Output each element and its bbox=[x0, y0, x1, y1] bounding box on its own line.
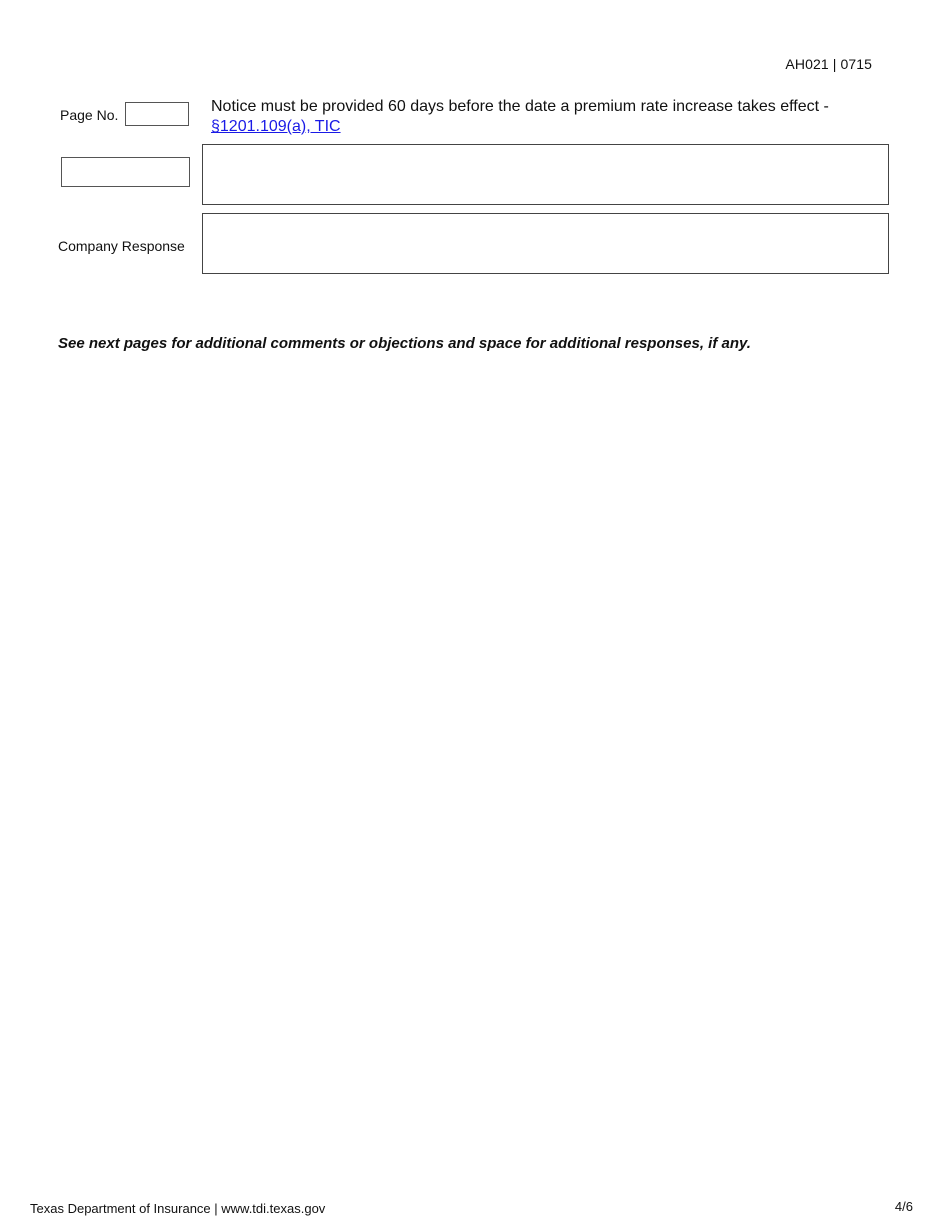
statute-link[interactable]: §1201.109(a), TIC bbox=[211, 118, 341, 135]
objection-textbox[interactable] bbox=[202, 144, 889, 205]
page-no-input[interactable] bbox=[125, 102, 189, 126]
company-response-label: Company Response bbox=[58, 238, 185, 254]
company-response-textbox[interactable] bbox=[202, 213, 889, 274]
objection-number-input[interactable] bbox=[61, 157, 190, 187]
see-next-pages-note: See next pages for additional comments or objections and space for additional responses, if any. bbox=[58, 335, 751, 352]
page-no-label: Page No. bbox=[60, 107, 119, 123]
footer-agency: Texas Department of Insurance | www.tdi.texas.gov bbox=[30, 1201, 326, 1216]
notice-body: Notice must be provided 60 days before the date a premium rate increase takes effect - bbox=[211, 98, 829, 115]
page-indicator: 4/6 bbox=[894, 1199, 913, 1214]
notice-text bbox=[211, 97, 901, 137]
form-code: AH021 | 0715 bbox=[785, 56, 872, 72]
